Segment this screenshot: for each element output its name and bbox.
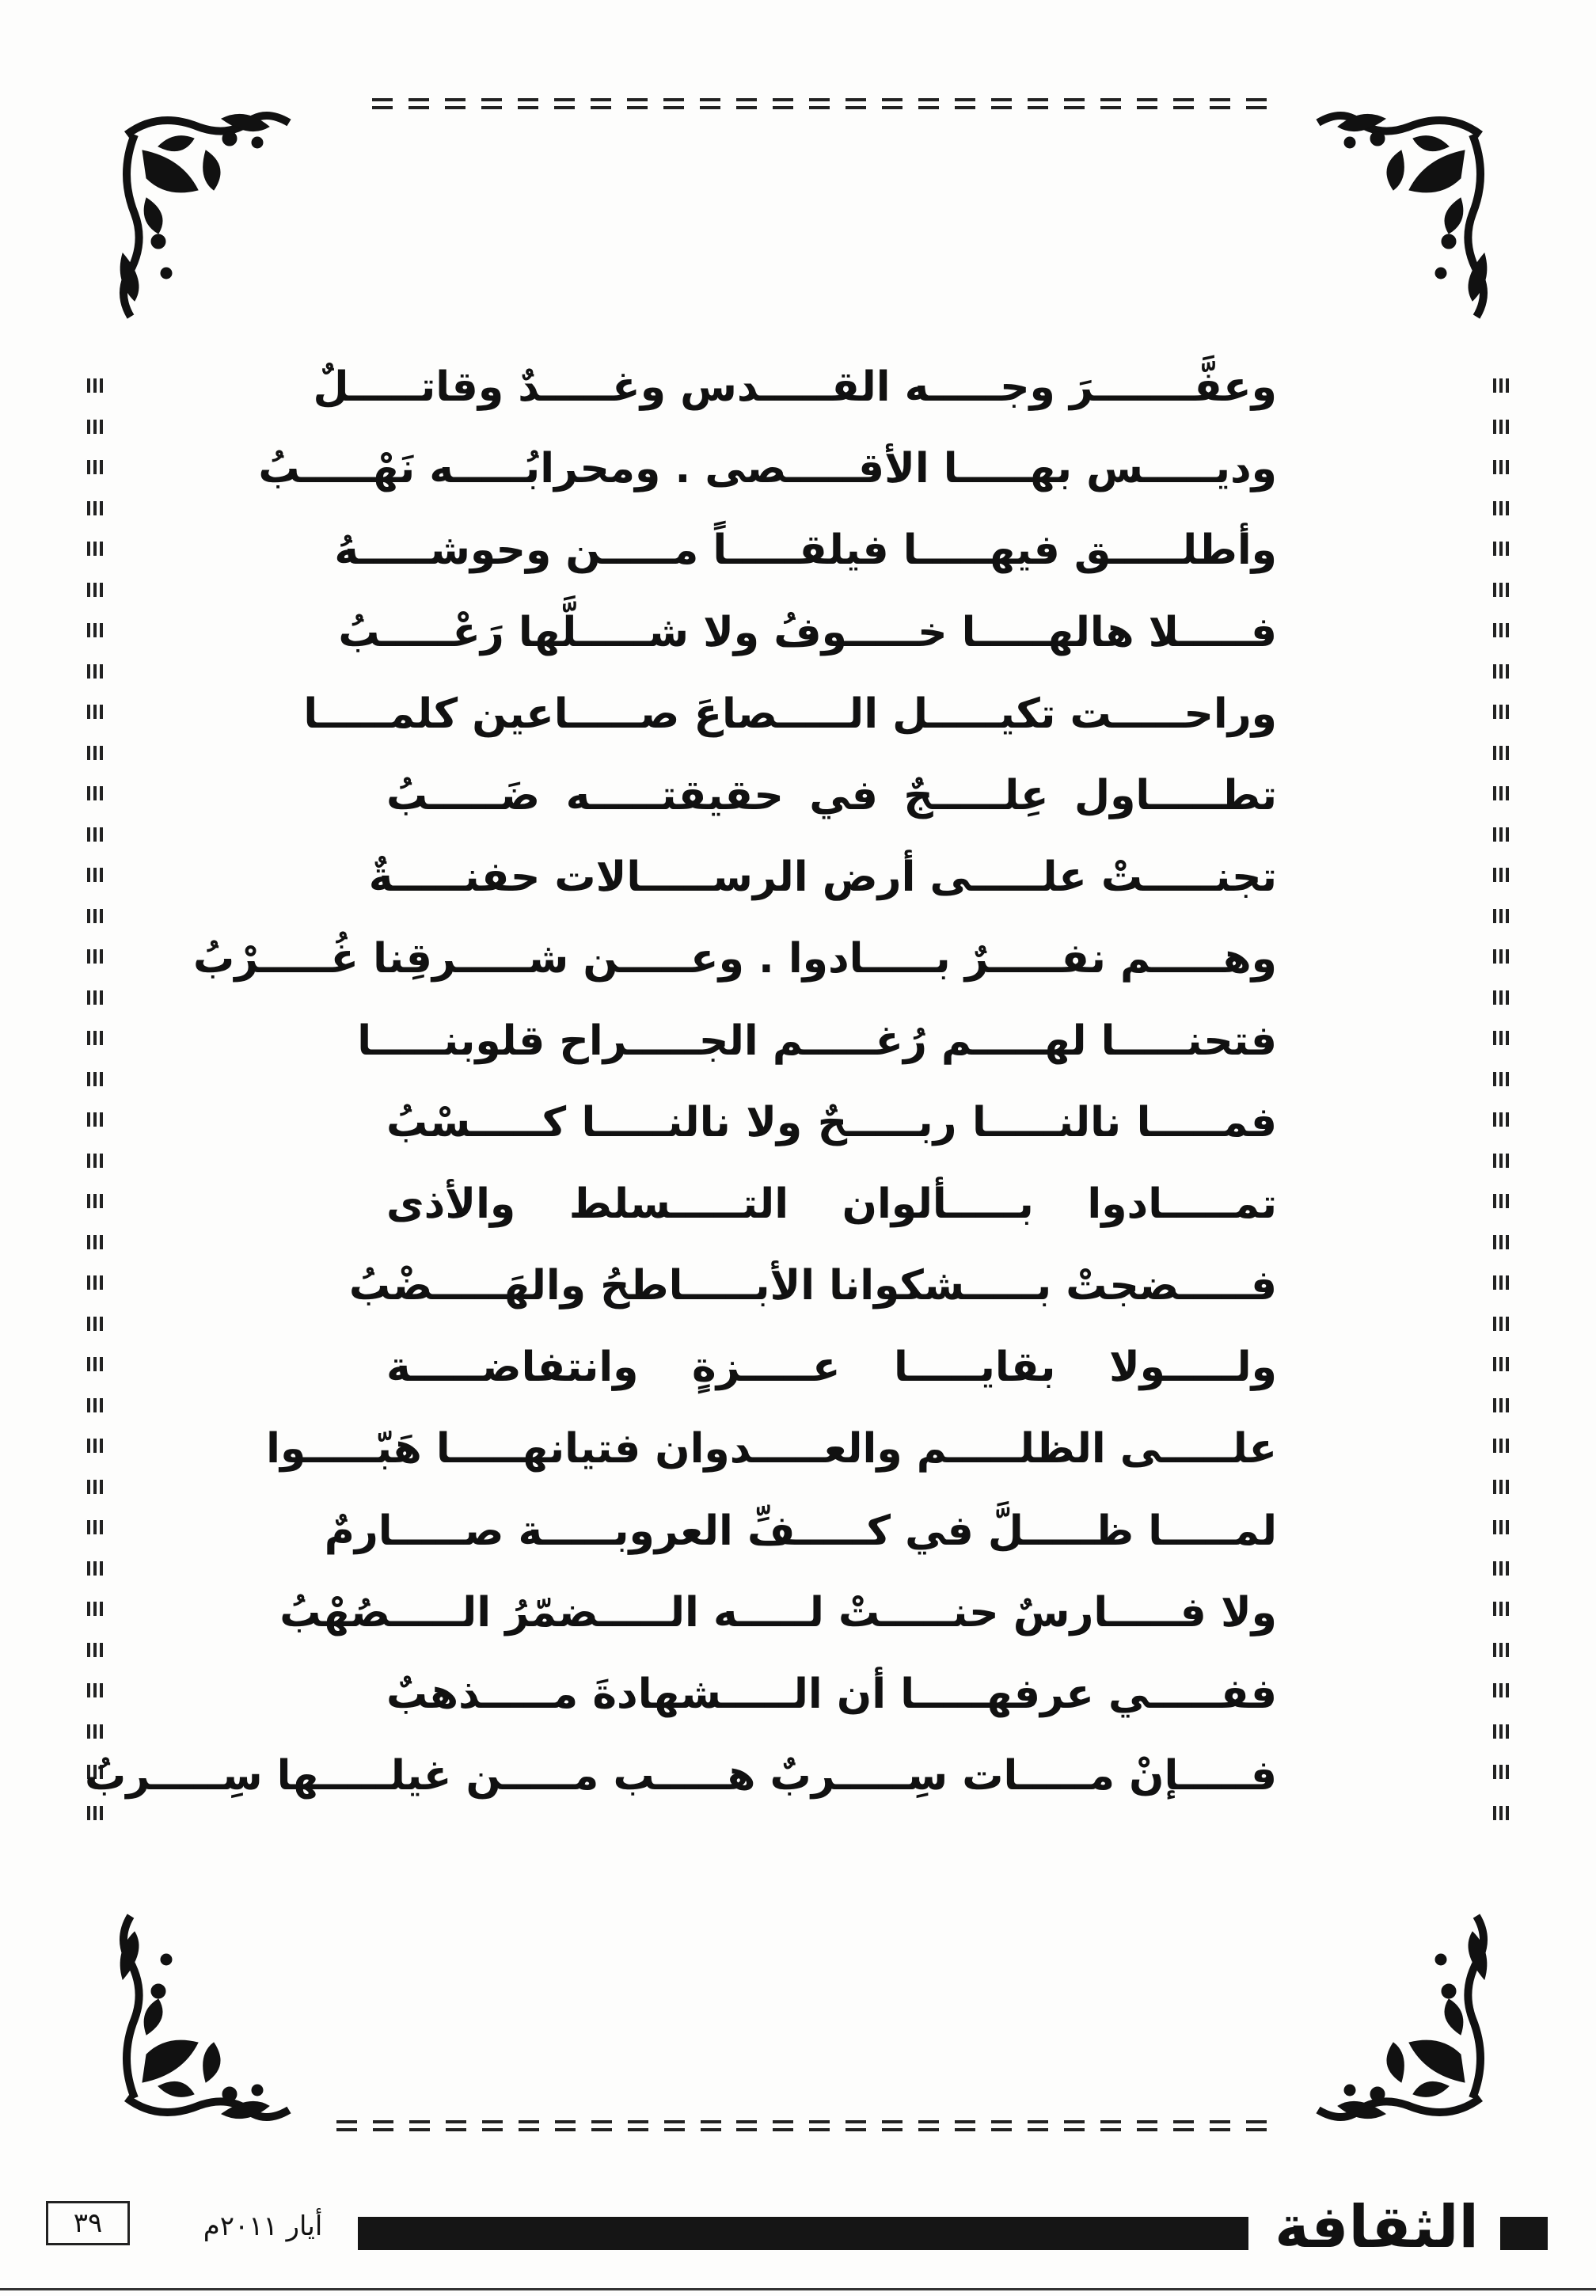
rule-dash bbox=[663, 98, 684, 109]
border-mark bbox=[87, 664, 103, 679]
border-mark bbox=[1493, 1275, 1509, 1290]
verse-line: علـــــى الظلـــــم والعـــــدوان فتيانهـــــا هَبّـــــوا bbox=[266, 1425, 1277, 1473]
border-mark bbox=[1493, 1154, 1509, 1168]
rule-dash bbox=[446, 2120, 466, 2131]
rule-dash bbox=[1100, 98, 1121, 109]
border-mark bbox=[87, 460, 103, 474]
border-mark bbox=[87, 1112, 103, 1127]
border-mark bbox=[1493, 868, 1509, 882]
rule-dash bbox=[1137, 2120, 1157, 2131]
rule-dash bbox=[628, 2120, 648, 2131]
border-mark bbox=[87, 583, 103, 597]
verse-line: وهـــــم نفـــــرٌ بـــــادوا . وعـــــن شـــــرقِنا غُـــــرْبُ bbox=[193, 935, 1277, 983]
rule-dash bbox=[736, 2120, 757, 2131]
border-mark bbox=[1493, 1357, 1509, 1371]
rule-dash bbox=[882, 98, 902, 109]
border-mark bbox=[87, 1275, 103, 1290]
border-mark bbox=[1493, 1194, 1509, 1208]
border-mark bbox=[87, 542, 103, 556]
border-mark bbox=[1493, 378, 1509, 393]
rule-dash bbox=[700, 98, 720, 109]
rule-dash bbox=[809, 98, 830, 109]
rule-dash bbox=[336, 2120, 357, 2131]
verse-line: فمـــــا نالنـــــا ربـــــحٌ ولا نالنـــــا كـــــسْبُ bbox=[386, 1098, 1277, 1146]
border-mark bbox=[87, 1683, 103, 1697]
border-mark bbox=[87, 1602, 103, 1616]
border-mark bbox=[1493, 827, 1509, 842]
verse-line: ولا فـــــارسٌ حنـــــتْ لـــــه الـــــضمّرُ الـــــصُهْبُ bbox=[279, 1588, 1277, 1636]
border-mark bbox=[1493, 1765, 1509, 1779]
verse-line: لمـــــا ظـــــلَّ في كـــــفِّ العروبـــــة صـــــارمٌ bbox=[324, 1507, 1277, 1555]
bottom-ornamental-rule bbox=[336, 2120, 1267, 2131]
border-mark bbox=[1493, 583, 1509, 597]
rule-dash bbox=[591, 2120, 612, 2131]
verse-line: تمـــــادوا بـــــألوان التـــــسلط والأذى bbox=[386, 1180, 1277, 1228]
verse-line: وعفَّـــــــرَ وجـــــه القـــــدس وغـــــدٌ وقاتـــــلٌ bbox=[313, 363, 1277, 411]
rule-dash bbox=[773, 2120, 793, 2131]
border-mark bbox=[87, 1480, 103, 1494]
border-mark bbox=[1493, 909, 1509, 923]
rule-dash bbox=[372, 98, 393, 109]
footer-black-bar bbox=[358, 2217, 1248, 2250]
rule-dash bbox=[555, 2120, 576, 2131]
rule-dash bbox=[518, 98, 538, 109]
border-mark bbox=[87, 1072, 103, 1086]
border-mark bbox=[87, 623, 103, 637]
rule-dash bbox=[846, 98, 866, 109]
border-mark bbox=[1493, 1480, 1509, 1494]
rule-dash bbox=[408, 98, 429, 109]
rule-dash bbox=[409, 2120, 430, 2131]
rule-dash bbox=[554, 98, 575, 109]
border-mark bbox=[87, 909, 103, 923]
verse-line: فتحنـــــا لهـــــم رُغـــــم الجـــــراح قلوبنـــــا bbox=[357, 1017, 1277, 1065]
corner-ornament-bottom-left bbox=[111, 1908, 301, 2130]
rule-dash bbox=[918, 2120, 939, 2131]
verse-line: وراحـــــت تكيـــــل الـــــصاعَ صـــــاعين كلمـــــا bbox=[303, 690, 1277, 738]
rule-dash bbox=[846, 2120, 866, 2131]
border-mark bbox=[87, 501, 103, 515]
border-mark bbox=[87, 990, 103, 1005]
poem-body bbox=[84, 347, 1277, 1817]
border-mark bbox=[1493, 1317, 1509, 1331]
rule-dash bbox=[1064, 2120, 1085, 2131]
rule-dash bbox=[1173, 98, 1194, 109]
top-ornamental-rule bbox=[372, 98, 1267, 109]
rule-dash bbox=[955, 98, 975, 109]
rule-dash bbox=[591, 98, 611, 109]
border-mark bbox=[1493, 1398, 1509, 1412]
rule-dash bbox=[918, 98, 939, 109]
rule-dash bbox=[1173, 2120, 1194, 2131]
rule-dash bbox=[1246, 2120, 1267, 2131]
border-mark bbox=[1493, 990, 1509, 1005]
border-mark bbox=[1493, 746, 1509, 760]
border-mark bbox=[87, 1031, 103, 1045]
rule-dash bbox=[627, 98, 648, 109]
rule-dash bbox=[373, 2120, 393, 2131]
border-mark bbox=[1493, 1806, 1509, 1820]
verse-line: تجنـــــتْ علـــــى أرض الرســـــالات حفنـــــةٌ bbox=[368, 853, 1277, 902]
verse-line: تطـــــاول عِلـــــجٌ في حقيقتـــــه ضَـــــبُ bbox=[386, 771, 1277, 819]
border-mark bbox=[87, 1235, 103, 1249]
border-mark bbox=[87, 868, 103, 882]
corner-ornament-top-right bbox=[1306, 103, 1496, 325]
rule-dash bbox=[1064, 98, 1085, 109]
border-mark bbox=[87, 949, 103, 964]
rule-dash bbox=[773, 98, 793, 109]
verse-line: وأطلـــــق فيهـــــا فيلقـــــاً مـــــن وحوشـــــهُ bbox=[334, 526, 1277, 575]
border-mark bbox=[1493, 1235, 1509, 1249]
border-mark bbox=[87, 378, 103, 393]
border-mark bbox=[87, 827, 103, 842]
border-mark bbox=[87, 1398, 103, 1412]
rule-dash bbox=[701, 2120, 721, 2131]
verse-line: ولـــــولا بقايـــــا عـــــزةٍ وانتفاضـــــة bbox=[386, 1344, 1277, 1392]
verse-line: فـــــلا هالهـــــا خـــــوفُ ولا شـــــلَّها رَعْـــــبُ bbox=[338, 608, 1277, 656]
border-mark bbox=[1493, 1072, 1509, 1086]
verse-line: فـــــضجتْ بـــــشكوانا الأبـــــاطحُ والهَـــــضْبُ bbox=[348, 1262, 1277, 1310]
border-mark bbox=[87, 1561, 103, 1576]
border-mark bbox=[87, 1520, 103, 1534]
border-mark bbox=[1493, 1112, 1509, 1127]
rule-dash bbox=[809, 2120, 830, 2131]
verse-line: فـــــإنْ مـــــات سِـــــربٌ هـــــب مـــــن غيلـــــها سِـــــربُ bbox=[84, 1752, 1277, 1800]
border-mark bbox=[87, 1194, 103, 1208]
border-mark bbox=[1493, 1643, 1509, 1657]
border-mark bbox=[1493, 460, 1509, 474]
border-mark bbox=[87, 1317, 103, 1331]
rule-dash bbox=[664, 2120, 685, 2131]
border-mark bbox=[1493, 786, 1509, 800]
rule-dash bbox=[991, 98, 1012, 109]
border-mark bbox=[87, 420, 103, 434]
rule-dash bbox=[1028, 98, 1048, 109]
rule-dash bbox=[1028, 2120, 1048, 2131]
verse-line: ففـــــي عرفهـــــا أن الـــــشهادةَ مـــــذهبٌ bbox=[386, 1671, 1277, 1718]
border-mark bbox=[1493, 1602, 1509, 1616]
border-mark bbox=[87, 786, 103, 800]
corner-ornament-bottom-right bbox=[1306, 1908, 1496, 2130]
rule-dash bbox=[1137, 98, 1157, 109]
issue-date: أيار ٢٠١١م bbox=[203, 2210, 323, 2242]
rule-dash bbox=[519, 2120, 539, 2131]
page-number: ٣٩ bbox=[46, 2201, 130, 2245]
border-mark bbox=[1493, 664, 1509, 679]
border-mark bbox=[1493, 1561, 1509, 1576]
border-mark bbox=[1493, 705, 1509, 719]
rule-dash bbox=[991, 2120, 1012, 2131]
border-mark bbox=[1493, 1724, 1509, 1739]
rule-dash bbox=[955, 2120, 975, 2131]
rule-dash bbox=[481, 98, 502, 109]
border-mark bbox=[1493, 623, 1509, 637]
border-mark bbox=[1493, 501, 1509, 515]
magazine-logo: الثقافة bbox=[1275, 2193, 1479, 2261]
corner-ornament-top-left bbox=[111, 103, 301, 325]
border-mark bbox=[87, 746, 103, 760]
rule-dash bbox=[1210, 98, 1230, 109]
rule-dash bbox=[482, 2120, 503, 2131]
border-mark bbox=[1493, 542, 1509, 556]
verse-line: وديـــــس بهـــــا الأقـــــصى . ومحرابُـــــه نَهْـــــبُ bbox=[258, 445, 1277, 493]
border-mark bbox=[87, 705, 103, 719]
border-mark bbox=[1493, 420, 1509, 434]
bottom-rule bbox=[0, 2288, 1596, 2290]
rule-dash bbox=[445, 98, 466, 109]
border-mark bbox=[1493, 1683, 1509, 1697]
border-mark bbox=[87, 1439, 103, 1453]
rule-dash bbox=[1210, 2120, 1230, 2131]
rule-dash bbox=[1100, 2120, 1121, 2131]
border-mark bbox=[1493, 1439, 1509, 1453]
rule-dash bbox=[736, 98, 757, 109]
rule-dash bbox=[882, 2120, 902, 2131]
border-mark bbox=[1493, 1031, 1509, 1045]
rule-dash bbox=[1246, 98, 1267, 109]
border-mark bbox=[87, 1357, 103, 1371]
footer-black-bar-end bbox=[1500, 2217, 1548, 2250]
border-mark bbox=[87, 1643, 103, 1657]
border-mark bbox=[1493, 1520, 1509, 1534]
border-mark bbox=[1493, 949, 1509, 964]
border-mark bbox=[87, 1154, 103, 1168]
